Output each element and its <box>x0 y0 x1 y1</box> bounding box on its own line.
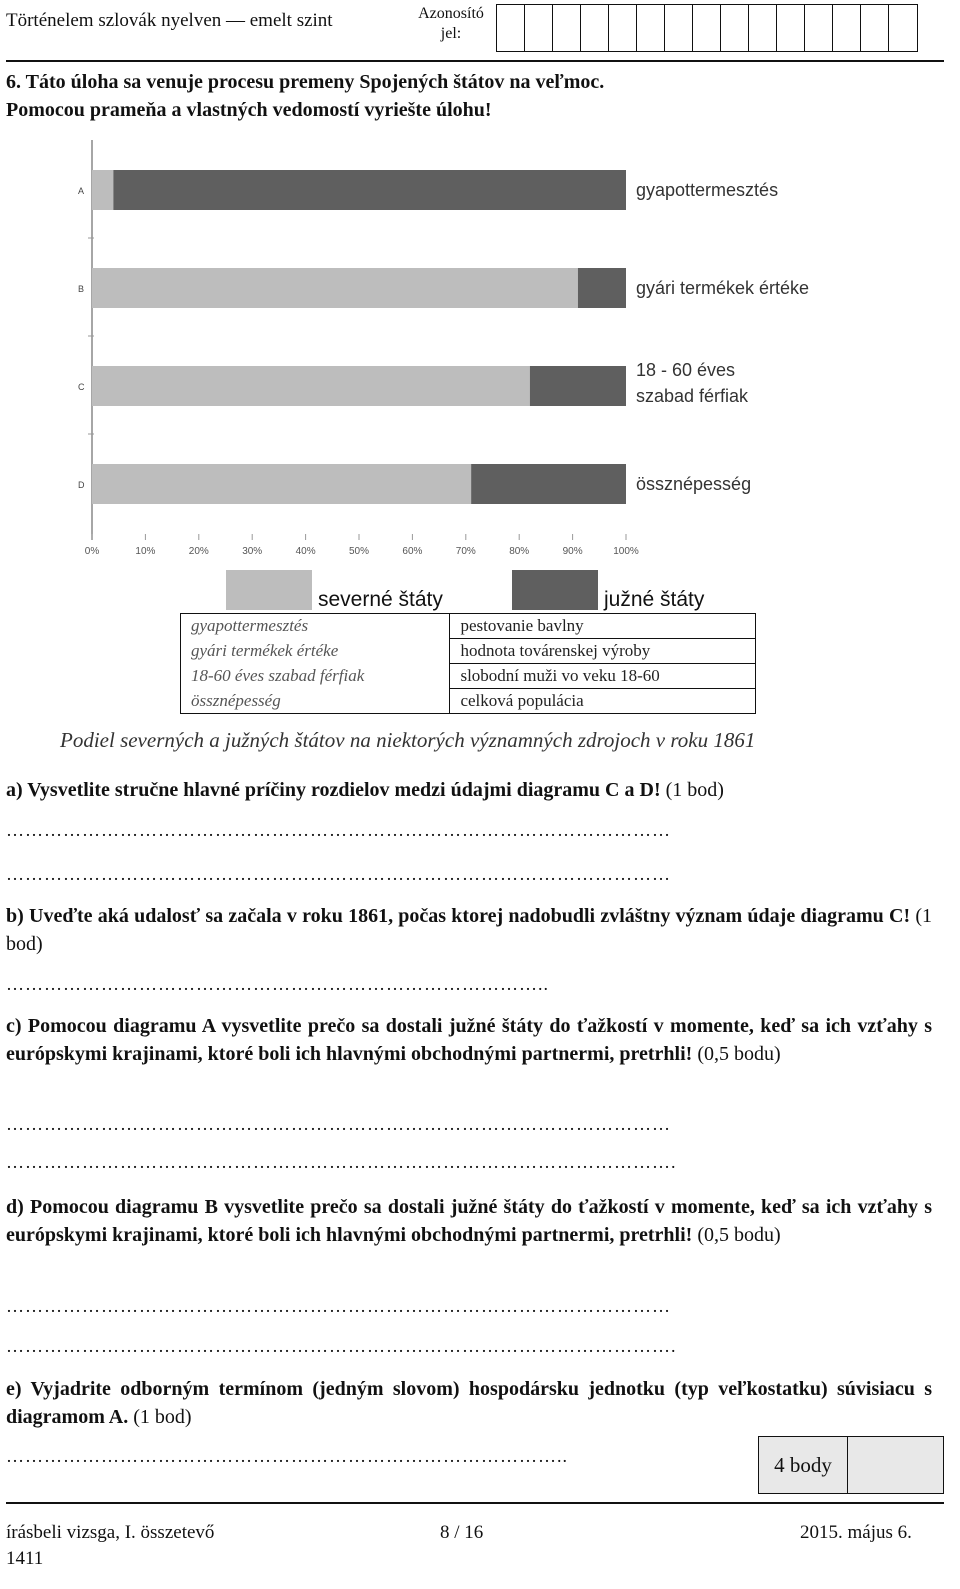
x-tick-label: 40% <box>295 546 316 557</box>
x-tick-label: 70% <box>455 546 476 557</box>
legend-swatch-south <box>512 570 598 610</box>
id-cell[interactable] <box>861 5 889 51</box>
bar-south-C <box>530 366 626 406</box>
question-e: e) Vyjadrite odborným termínom (jedným slovom) hospodársku jednotku (typ veľkostatku) súvisiacu s diagramom A. (1 bod) <box>6 1378 932 1428</box>
category-label: A <box>78 186 85 196</box>
x-tick-label: 100% <box>613 546 639 557</box>
id-cell[interactable] <box>693 5 721 51</box>
bar-label-B: gyári termékek értéke <box>636 278 810 298</box>
id-cell[interactable] <box>553 5 581 51</box>
x-tick-label: 20% <box>188 546 209 557</box>
id-cell[interactable] <box>525 5 553 51</box>
slovak-term: celková populácia <box>450 689 756 714</box>
bar-north-D <box>92 464 471 504</box>
score-input[interactable] <box>848 1437 943 1493</box>
id-cell[interactable] <box>749 5 777 51</box>
footer-page: 8 / 16 <box>440 1522 484 1543</box>
bar-south-B <box>578 268 626 308</box>
slovak-term: pestovanie bavlny <box>450 614 756 639</box>
bar-south-D <box>471 464 626 504</box>
x-tick-label: 80% <box>509 546 530 557</box>
id-cell[interactable] <box>721 5 749 51</box>
id-code-boxes <box>496 4 918 52</box>
bar-north-B <box>92 268 578 308</box>
hungarian-term: gyapottermesztés <box>191 616 309 636</box>
bar-label-C: 18 - 60 éves <box>636 360 736 380</box>
question-a: a) Vysvetlite stručne hlavné príčiny rozdielov medzi údajmi diagramu C a D! (1 bod) <box>6 779 724 801</box>
bar-north-A <box>92 170 113 210</box>
legend-label-north: severné štáty <box>318 588 443 611</box>
hungarian-term: össznépesség <box>191 690 281 710</box>
table-row <box>181 639 756 664</box>
hungarian-term: gyári termékek értéke <box>191 641 339 660</box>
legend-translation-table <box>180 613 756 714</box>
id-cell[interactable] <box>609 5 637 51</box>
x-tick-label: 30% <box>242 546 263 557</box>
footer-date: 2015. május 6. <box>800 1522 912 1543</box>
id-cell[interactable] <box>637 5 665 51</box>
slovak-term: slobodní muži vo veku 18-60 <box>450 664 756 689</box>
score-label: 4 body <box>759 1437 848 1493</box>
question-b: b) Uveďte aká udalosť sa začala v roku 1861, počas ktorej nadobudli zvláštny význam údaje diagramu C! (1 bod) <box>6 905 933 955</box>
id-cell[interactable] <box>665 5 693 51</box>
bar-label-C: szabad férfiak <box>636 386 749 406</box>
id-cell[interactable] <box>581 5 609 51</box>
bar-south-A <box>113 170 626 210</box>
id-cell[interactable] <box>497 5 525 51</box>
slovak-term: hodnota továrenskej výroby <box>450 639 756 664</box>
legend-swatch-north <box>226 570 312 610</box>
id-cell[interactable] <box>833 5 861 51</box>
figure-caption: Podiel severných a južných štátov na niektorých významných zdrojoch v roku 1861 <box>60 728 756 752</box>
footer-code: 1411 <box>6 1548 44 1569</box>
id-cell[interactable] <box>777 5 805 51</box>
answer-line-a2[interactable]: …………………………………………………………………………………………… <box>6 864 671 884</box>
legend-label-south: južné štáty <box>604 588 705 611</box>
x-tick-label: 0% <box>84 546 100 557</box>
table-row <box>181 664 756 689</box>
id-cell[interactable] <box>889 5 917 51</box>
category-label: C <box>78 382 85 392</box>
answer-line-c2[interactable]: ……………………………………………………………………………………………. <box>6 1152 677 1172</box>
category-label: D <box>78 480 85 490</box>
table-row <box>181 689 756 714</box>
answer-line-d2[interactable]: ……………………………………………………………………………………………. <box>6 1336 677 1356</box>
x-tick-label: 10% <box>135 546 156 557</box>
bar-north-C <box>92 366 530 406</box>
table-row <box>181 614 756 639</box>
bar-label-A: gyapottermesztés <box>636 180 779 200</box>
question-d: d) Pomocou diagramu B vysvetlite prečo sa dostali južné štáty do ťažkostí v momente, keď sa ich vzťahy s európskymi krajinami, ktoré boli ich hlavnými obchodnými partnermi, pretrhli! (0,5 bodu) <box>6 1196 932 1246</box>
footer-left: írásbeli vizsga, I. összetevő <box>6 1522 215 1543</box>
x-tick-label: 90% <box>562 546 583 557</box>
answer-line-e1[interactable]: …………………………………………………………………………….. <box>6 1446 568 1466</box>
id-cell[interactable] <box>805 5 833 51</box>
stacked-bar-chart <box>60 130 810 570</box>
bar-label-D: össznépesség <box>636 474 752 494</box>
id-label: Azonosító jel: <box>418 5 484 42</box>
category-label: B <box>78 284 85 294</box>
question-c: c) Pomocou diagramu A vysvetlite prečo sa dostali južné štáty do ťažkostí v momente, keď sa ich vzťahy s európskymi krajinami, ktoré boli ich hlavnými obchodnými partnermi, pretrhli! (0,5 bodu) <box>6 1015 932 1065</box>
header-rule <box>6 60 944 62</box>
answer-line-c1[interactable]: …………………………………………………………………………………………… <box>6 1114 671 1134</box>
answer-line-a1[interactable]: …………………………………………………………………………………………… <box>6 820 671 840</box>
score-box <box>758 1436 944 1494</box>
x-tick-label: 50% <box>348 546 370 557</box>
question-heading: 6. Táto úloha sa venuje procesu premeny Spojených štátov na veľmoc. Pomocou prameňa a vlastných vedomostí vyriešte úlohu! <box>6 71 605 121</box>
answer-line-d1[interactable]: …………………………………………………………………………………………… <box>6 1296 671 1316</box>
exam-header-title: Történelem szlovák nyelven — emelt szint <box>6 10 333 31</box>
x-tick-label: 60% <box>402 546 423 557</box>
footer-rule <box>6 1502 944 1504</box>
hungarian-term: 18-60 éves szabad férfiak <box>191 666 365 685</box>
answer-line-b1[interactable]: ………………………………………………………………………….. <box>6 974 549 994</box>
